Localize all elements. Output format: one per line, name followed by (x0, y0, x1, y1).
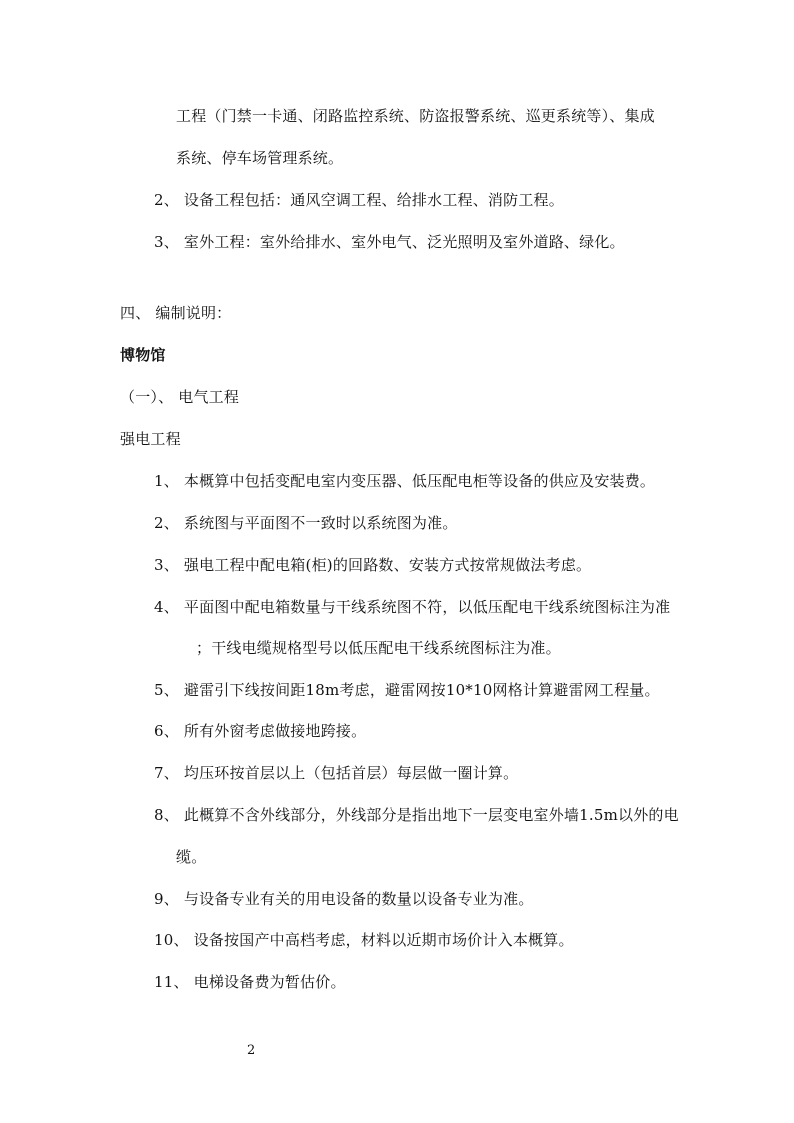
subsection-heading: 博物馆 (120, 346, 166, 364)
list-item: 9、 与设备专业有关的用电设备的数量以设备专业为准。 (154, 890, 534, 908)
page-number: 2 (247, 1043, 256, 1058)
subsection-heading: 强电工程 (120, 430, 181, 448)
list-item: 1、 本概算中包括变配电室内变压器、低压配电柜等设备的供应及安装费。 (154, 472, 656, 490)
list-item: 3、 强电工程中配电箱(柜)的回路数、安装方式按常规做法考虑。 (154, 556, 592, 574)
section-heading: 四、 编制说明： (120, 304, 232, 322)
list-item: 8、 此概算不含外线部分，外线部分是指出地下一层变电室外墙1.5m以外的电 (154, 806, 679, 824)
list-item: 7、 均压环按首层以上（包括首层）每层做一圈计算。 (154, 764, 519, 782)
text-line: 2、 设备工程包括：通风空调工程、给排水工程、消防工程。 (154, 191, 564, 209)
list-item-continuation: ；干线电缆规格型号以低压配电干线系统图标注为准。 (196, 639, 561, 657)
list-item: 2、 系统图与平面图不一致时以系统图为准。 (154, 514, 458, 532)
list-item: 6、 所有外窗考虑做接地跨接。 (154, 722, 367, 740)
text-line: 系统、停车场管理系统。 (176, 149, 344, 167)
list-item: 11、 电梯设备费为暂估价。 (154, 973, 346, 991)
list-item-continuation: 缆。 (176, 848, 207, 866)
text-line: 3、 室外工程：室外给排水、室外电气、泛光照明及室外道路、绿化。 (154, 233, 625, 251)
subsection-heading: （一）、 电气工程 (120, 388, 240, 406)
list-item: 5、 避雷引下线按间距18m考虑，避雷网按10*10网格计算避雷网工程量。 (154, 681, 660, 699)
list-item: 10、 设备按国产中高档考虑，材料以近期市场价计入本概算。 (154, 931, 574, 949)
text-line: 工程（门禁一卡通、闭路监控系统、防盗报警系统、巡更系统等）、集成 (176, 107, 655, 125)
list-item: 4、 平面图中配电箱数量与干线系统图不符，以低压配电干线系统图标注为准 (154, 598, 671, 616)
